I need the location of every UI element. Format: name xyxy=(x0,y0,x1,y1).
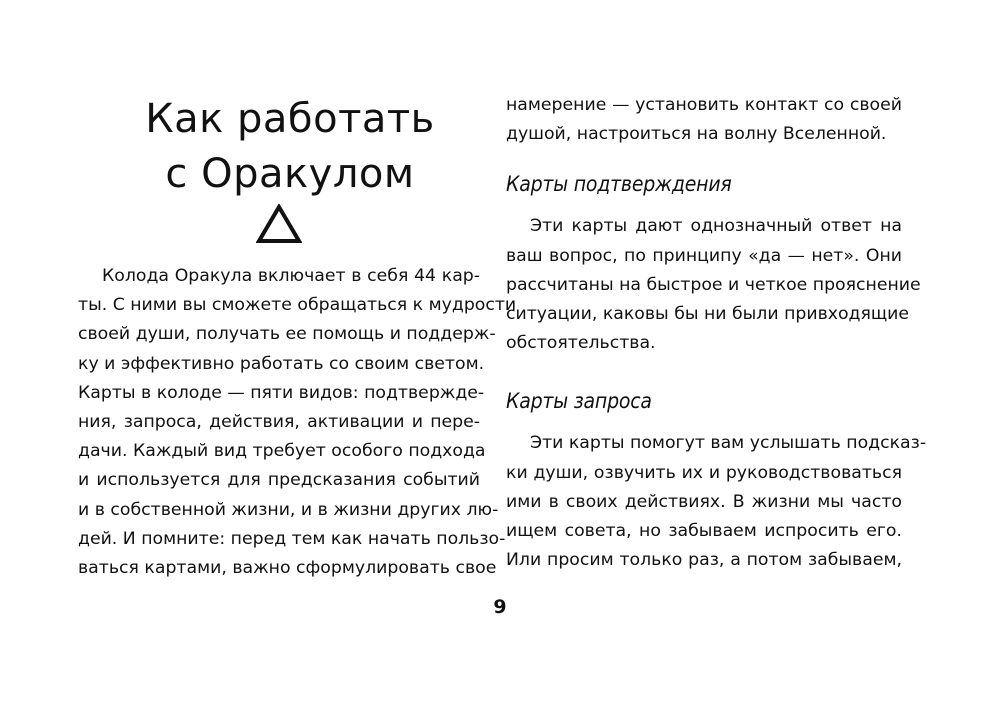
text-line: своей души, получать ее помощь и поддерж- xyxy=(78,324,496,345)
text-line: обстоятельства. xyxy=(506,333,656,354)
section-heading-request: Карты запроса xyxy=(506,389,652,414)
text-line: ими в своих действиях. В жизни мы часто xyxy=(506,491,902,512)
text-line: Эти карты помогут вам услышать подсказ- xyxy=(530,433,927,454)
section-heading-confirmation: Карты подтверждения xyxy=(506,172,732,197)
text-line: ки души, озвучить их и руководствоваться xyxy=(506,462,902,483)
text-line: Колода Оракула включает в себя 44 кар- xyxy=(102,266,480,286)
left-column-text xyxy=(78,262,517,583)
text-line: Карты в колоде — пяти видов: подтвержде- xyxy=(78,382,485,403)
title-line-2: с Оракулом xyxy=(165,151,415,197)
text-line: ваш вопрос, по принципу «да — нет». Они xyxy=(506,245,902,266)
text-line: дей. И помните: перед тем как начать пользо- xyxy=(78,528,506,549)
title-line-1: Как работать xyxy=(145,96,435,142)
right-column-text xyxy=(506,91,927,575)
text-line: ситуации, каковы бы ни были привходящие xyxy=(506,303,910,324)
triangle-icon xyxy=(256,204,302,244)
text-line: Или просим только раз, а потом забываем, xyxy=(506,550,902,571)
text-line: ты. С ними вы сможете обращаться к мудрости xyxy=(78,295,517,316)
text-line: ваться картами, важно сформулировать свое xyxy=(78,557,497,578)
text-line: ния, запроса, действия, активации и пере- xyxy=(78,411,480,432)
page-number: 9 xyxy=(493,596,507,618)
text-line: намерение — установить контакт со своей xyxy=(506,95,902,115)
text-line: дачи. Каждый вид требует особого подхода xyxy=(78,441,486,462)
text-line: и используется для предсказания событий xyxy=(78,470,480,491)
text-line: и в собственной жизни, и в жизни других лю- xyxy=(78,499,499,520)
text-line: ку и эффективно работать со своим светом. xyxy=(78,353,485,374)
page-title xyxy=(120,92,460,202)
text-line: ищем совета, но забываем испросить его. xyxy=(506,520,902,541)
text-line: душой, настроиться на волну Вселенной. xyxy=(506,124,887,145)
text-line: рассчитаны на быстрое и четкое прояснение xyxy=(506,274,921,295)
text-line: Эти карты дают однозначный ответ на xyxy=(530,216,902,237)
